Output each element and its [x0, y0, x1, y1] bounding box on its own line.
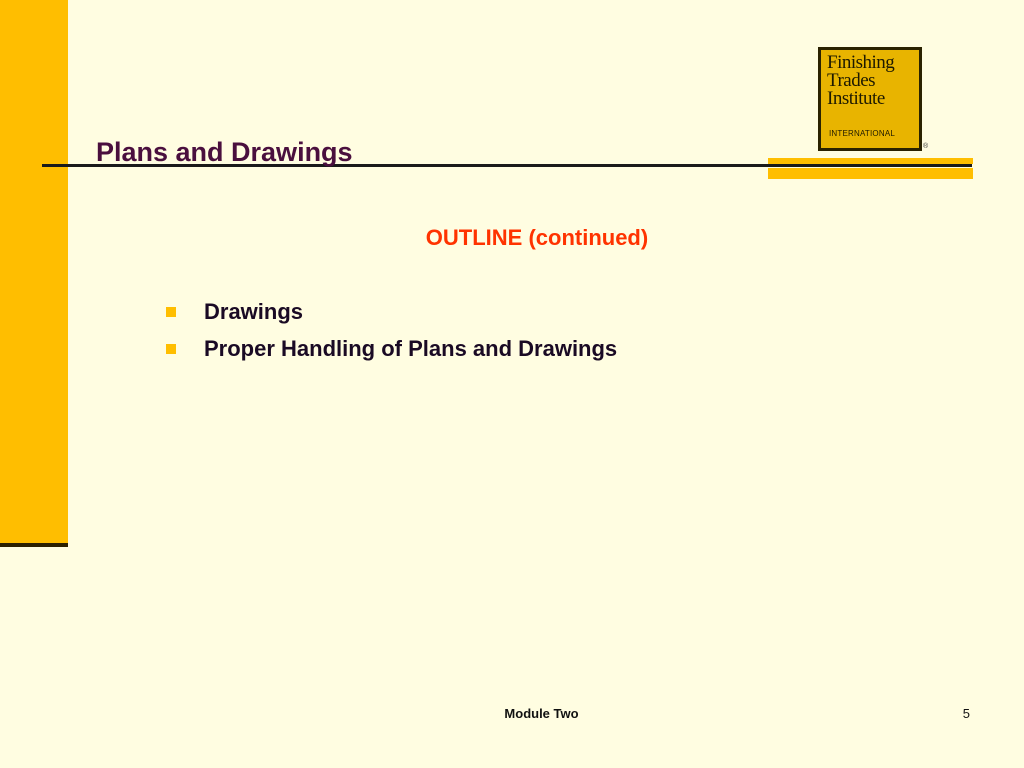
- logo-line-2: Trades: [827, 70, 876, 91]
- square-bullet-icon: [166, 344, 176, 354]
- footer-module-label: Module Two: [504, 706, 579, 721]
- square-bullet-icon: [166, 307, 176, 317]
- bullet-text: Drawings: [204, 299, 304, 324]
- logo-wordmark: [827, 54, 894, 108]
- left-accent-bar-base: [0, 543, 68, 547]
- finishing-trades-institute-logo: [818, 47, 922, 151]
- left-accent-bar: [0, 0, 68, 545]
- logo-subtitle: INTERNATIONAL: [829, 129, 896, 138]
- slide-title: Plans and Drawings: [96, 137, 353, 167]
- registered-mark: ®: [923, 143, 929, 150]
- bullet-text: Proper Handling of Plans and Drawings: [204, 336, 618, 361]
- outline-heading: OUTLINE (continued): [425, 225, 649, 250]
- title-accent-band: [768, 158, 973, 179]
- logo-line-1: Finishing: [827, 52, 895, 73]
- bullet-list: [166, 296, 617, 370]
- page-number: 5: [962, 706, 970, 721]
- list-item: [166, 333, 617, 370]
- list-item: [166, 296, 617, 333]
- logo-line-3: Institute: [827, 88, 885, 109]
